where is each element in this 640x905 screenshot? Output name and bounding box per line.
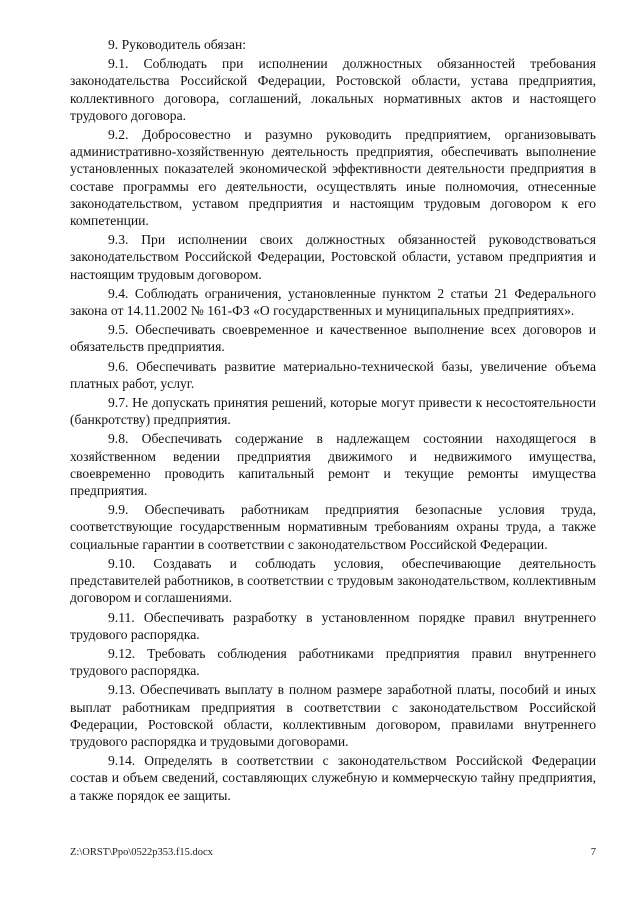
page-number: 7	[590, 847, 596, 858]
paragraph-9-12: 9.12. Требовать соблюдения работниками предприятия правил внутреннего трудового распорядка.	[70, 645, 596, 679]
paragraph-9-14: 9.14. Определять в соответствии с законодательством Российской Федерации состав и объем сведений, составляющих служебную и коммерческую тайну предприятия, а также порядок ее защиты.	[70, 753, 596, 803]
paragraph-9-4: 9.4. Соблюдать ограничения, установленные пунктом 2 статьи 21 Федерального закона от 14.11.2002 № 161-ФЗ «О государственных и муниципальных предприятиях».	[70, 285, 596, 319]
paragraph-9-5: 9.5. Обеспечивать своевременное и качественное выполнение всех договоров и обязательств предприятия.	[70, 322, 596, 355]
paragraph-9-8: 9.8. Обеспечивать содержание в надлежащем состоянии находящегося в хозяйственном ведении предприятия движимого и недвижимого имущества, своевременно проводить капитальный ремонт и текущие ремонты имущества предприятия.	[70, 431, 596, 499]
paragraph-9-1: 9.1. Соблюдать при исполнении должностных обязанностей требования законодательства Российской Федерации, Ростовской области, устава предприятия, коллективного договора, соглашений, локальных нормативных актов и настоящего трудового договора.	[70, 56, 596, 123]
paragraph-9-10: 9.10. Создавать и соблюдать условия, обеспечивающие деятельность представителей работников, в соответствии с трудовым законодательством, коллективным договором и соглашениями.	[70, 555, 596, 606]
page-footer	[70, 847, 596, 858]
document-body	[70, 36, 596, 806]
footer-file-path: Z:\ORST\Ppo\0522p353.f15.docx	[70, 847, 213, 858]
paragraph-9-9: 9.9. Обеспечивать работникам предприятия безопасные условия труда, соответствующие государственным нормативным требованиям охраны труда, а также социальные гарантии в соответствии с законодательством Российской Федерации.	[70, 502, 596, 552]
section-heading: 9. Руководитель обязан:	[108, 37, 247, 52]
paragraph-9-7: 9.7. Не допускать принятия решений, которые могут привести к несостоятельности (банкротству) предприятия.	[70, 395, 596, 428]
paragraph-9-2: 9.2. Добросовестно и разумно руководить предприятием, организовывать административно-хозяйственную деятельность предприятия, обеспечивать выполнение установленных показателей экономической эффективности деятельности предприятия в составе программы его деятельности, осуществлять иные полномочия, отнесенные законодательством, уставом предприятия и настоящим трудовым договором к его компетенции.	[70, 127, 596, 229]
paragraph-9-13: 9.13. Обеспечивать выплату в полном размере заработной платы, пособий и иных выплат работникам предприятия в соответствии с законодательством Российской Федерации, Ростовской области, коллективным договором, правилами внутреннего трудового распорядка и трудовыми договорами.	[70, 682, 596, 749]
paragraph-9-3: 9.3. При исполнении своих должностных обязанностей руководствоваться законодательством Российской Федерации, Ростовской области, уставом предприятия и настоящим трудовым договором.	[70, 232, 596, 282]
paragraph-9-11: 9.11. Обеспечивать разработку в установленном порядке правил внутреннего трудового распорядка.	[70, 609, 596, 642]
paragraph-9-6: 9.6. Обеспечивать развитие материально-технической базы, увеличение объема платных работ, услуг.	[70, 358, 596, 391]
